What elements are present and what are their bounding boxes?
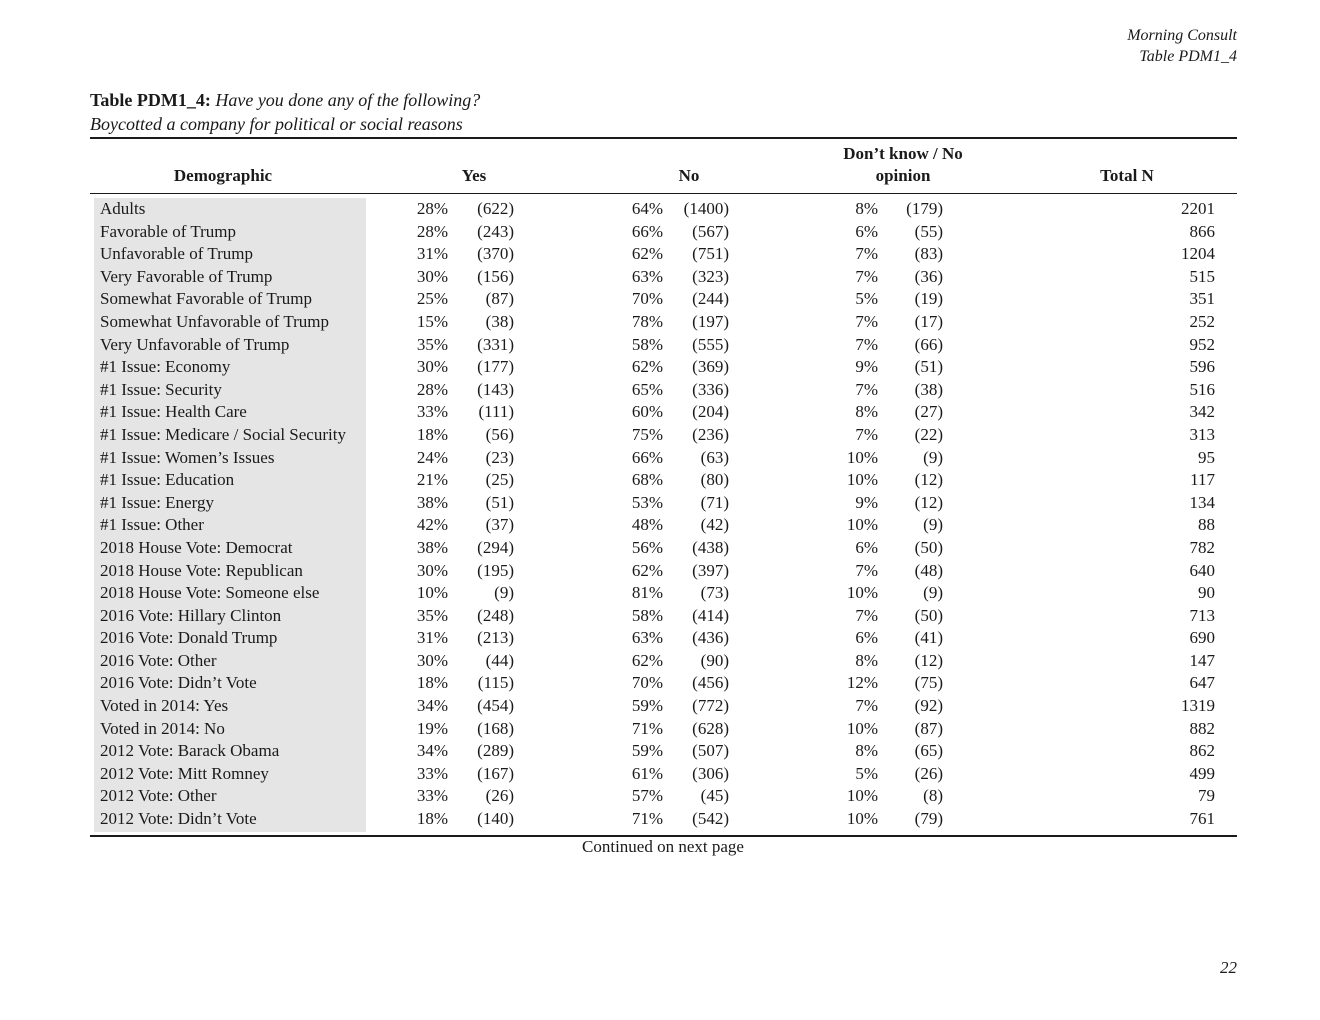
yes-count: (51) xyxy=(485,492,514,512)
dont-know-count: (19) xyxy=(914,289,943,309)
total-n: 313 xyxy=(1189,424,1215,444)
yes-count: (23) xyxy=(485,447,514,467)
table-row xyxy=(0,695,1320,718)
total-n: 647 xyxy=(1189,673,1215,693)
dont-know-count: (12) xyxy=(914,650,943,670)
dont-know-percent: 7% xyxy=(855,696,878,716)
total-n: 134 xyxy=(1189,492,1215,512)
table-row xyxy=(0,605,1320,628)
table-row xyxy=(0,808,1320,831)
header-table-ref: Table PDM1_4 xyxy=(1139,48,1237,65)
total-n: 640 xyxy=(1189,560,1215,580)
total-n: 690 xyxy=(1189,628,1215,648)
total-n: 1319 xyxy=(1181,696,1215,716)
dont-know-percent: 8% xyxy=(855,650,878,670)
row-label: 2016 Vote: Donald Trump xyxy=(100,628,278,648)
dont-know-count: (48) xyxy=(914,560,943,580)
no-percent: 64% xyxy=(631,199,663,218)
table-row xyxy=(0,221,1320,244)
dont-know-count: (83) xyxy=(914,244,943,264)
dont-know-percent: 10% xyxy=(846,786,878,806)
row-label: Somewhat Favorable of Trump xyxy=(100,289,313,309)
table-row xyxy=(0,243,1320,266)
dont-know-count: (179) xyxy=(906,199,943,218)
table-row xyxy=(0,627,1320,650)
dont-know-percent: 8% xyxy=(855,741,878,761)
total-n: 79 xyxy=(1198,786,1215,806)
dont-know-percent: 10% xyxy=(846,447,878,467)
yes-count: (9) xyxy=(494,583,514,603)
row-label: #1 Issue: Economy xyxy=(100,357,231,377)
no-count: (542) xyxy=(692,809,729,829)
table-row xyxy=(0,447,1320,470)
row-label: Voted in 2014: Yes xyxy=(100,696,229,716)
yes-count: (248) xyxy=(477,605,514,625)
dont-know-count: (26) xyxy=(914,763,943,783)
yes-count: (454) xyxy=(477,696,514,716)
yes-percent: 28% xyxy=(416,199,448,218)
table-top-rule xyxy=(90,137,1237,139)
dont-know-count: (65) xyxy=(914,741,943,761)
no-percent: 68% xyxy=(631,470,663,490)
dont-know-count: (12) xyxy=(914,492,943,512)
total-n: 88 xyxy=(1198,515,1215,535)
dont-know-count: (79) xyxy=(914,809,943,829)
yes-count: (289) xyxy=(477,741,514,761)
column-header-total: Total N xyxy=(1100,166,1154,185)
row-label: 2012 Vote: Didn’t Vote xyxy=(100,809,257,829)
no-percent: 59% xyxy=(631,696,663,716)
row-label: 2012 Vote: Barack Obama xyxy=(100,741,280,761)
total-n: 252 xyxy=(1189,311,1215,331)
total-n: 515 xyxy=(1189,266,1215,286)
yes-count: (177) xyxy=(477,357,514,377)
table-row xyxy=(0,718,1320,741)
yes-count: (37) xyxy=(485,515,514,535)
row-label: #1 Issue: Women’s Issues xyxy=(100,447,275,467)
dont-know-percent: 6% xyxy=(855,628,878,648)
no-count: (71) xyxy=(700,492,729,512)
table-row xyxy=(0,379,1320,402)
yes-percent: 18% xyxy=(416,673,448,693)
total-n: 516 xyxy=(1189,379,1215,399)
yes-percent: 38% xyxy=(416,492,448,512)
dont-know-percent: 7% xyxy=(855,334,878,354)
table-row xyxy=(0,740,1320,763)
dont-know-percent: 7% xyxy=(855,424,878,444)
table-row xyxy=(0,763,1320,786)
yes-percent: 33% xyxy=(416,786,448,806)
dont-know-percent: 8% xyxy=(855,402,878,422)
no-count: (1400) xyxy=(683,199,729,218)
yes-count: (111) xyxy=(478,402,514,422)
table-question: Have you done any of the following? xyxy=(215,90,481,110)
page-number: 22 xyxy=(1220,958,1237,977)
no-percent: 62% xyxy=(631,560,663,580)
no-count: (772) xyxy=(692,696,729,716)
table-row xyxy=(0,288,1320,311)
no-percent: 66% xyxy=(631,221,663,241)
total-n: 342 xyxy=(1189,402,1215,422)
yes-percent: 30% xyxy=(416,650,448,670)
yes-count: (26) xyxy=(485,786,514,806)
dont-know-count: (75) xyxy=(914,673,943,693)
row-label: #1 Issue: Energy xyxy=(100,492,214,512)
no-count: (306) xyxy=(692,763,729,783)
yes-count: (156) xyxy=(477,266,514,286)
row-label: 2016 Vote: Didn’t Vote xyxy=(100,673,257,693)
column-header-dont-know-line2: opinion xyxy=(875,166,931,185)
dont-know-percent: 6% xyxy=(855,221,878,241)
dont-know-count: (12) xyxy=(914,470,943,490)
table-row xyxy=(0,356,1320,379)
yes-percent: 30% xyxy=(416,560,448,580)
dont-know-count: (66) xyxy=(914,334,943,354)
total-n: 95 xyxy=(1198,447,1215,467)
dont-know-percent: 7% xyxy=(855,266,878,286)
total-n: 351 xyxy=(1189,289,1215,309)
no-percent: 60% xyxy=(631,402,663,422)
yes-percent: 35% xyxy=(416,605,448,625)
yes-percent: 30% xyxy=(416,266,448,286)
total-n: 90 xyxy=(1198,583,1215,603)
yes-count: (243) xyxy=(477,221,514,241)
yes-percent: 21% xyxy=(416,470,448,490)
yes-count: (331) xyxy=(477,334,514,354)
yes-percent: 10% xyxy=(416,583,448,603)
no-count: (456) xyxy=(692,673,729,693)
no-count: (244) xyxy=(692,289,729,309)
yes-percent: 35% xyxy=(416,334,448,354)
row-label: Favorable of Trump xyxy=(100,221,236,241)
yes-count: (38) xyxy=(485,311,514,331)
no-count: (628) xyxy=(692,718,729,738)
no-percent: 62% xyxy=(631,244,663,264)
yes-percent: 33% xyxy=(416,402,448,422)
yes-count: (195) xyxy=(477,560,514,580)
continued-note: Continued on next page xyxy=(582,837,744,856)
dont-know-percent: 7% xyxy=(855,560,878,580)
no-percent: 66% xyxy=(631,447,663,467)
no-count: (42) xyxy=(700,515,729,535)
yes-percent: 24% xyxy=(416,447,448,467)
header-source: Morning Consult xyxy=(1127,27,1237,44)
dont-know-count: (51) xyxy=(914,357,943,377)
dont-know-percent: 8% xyxy=(855,199,878,218)
no-count: (369) xyxy=(692,357,729,377)
no-percent: 58% xyxy=(631,334,663,354)
page-header xyxy=(1127,25,1237,67)
column-header-demographic: Demographic xyxy=(173,166,273,185)
header-rule xyxy=(90,193,1237,194)
no-percent: 53% xyxy=(631,492,663,512)
no-percent: 59% xyxy=(631,741,663,761)
row-label: #1 Issue: Security xyxy=(100,379,222,399)
dont-know-count: (38) xyxy=(914,379,943,399)
table-title xyxy=(90,88,480,136)
no-percent: 63% xyxy=(631,266,663,286)
dont-know-count: (50) xyxy=(914,605,943,625)
dont-know-count: (9) xyxy=(923,515,943,535)
no-percent: 65% xyxy=(631,379,663,399)
no-percent: 57% xyxy=(631,786,663,806)
row-label: 2016 Vote: Other xyxy=(100,650,217,670)
yes-percent: 31% xyxy=(416,244,448,264)
no-percent: 48% xyxy=(631,515,663,535)
no-percent: 62% xyxy=(631,650,663,670)
yes-count: (213) xyxy=(477,628,514,648)
yes-count: (44) xyxy=(485,650,514,670)
yes-count: (294) xyxy=(477,537,514,557)
row-label: 2016 Vote: Hillary Clinton xyxy=(100,605,282,625)
table-row xyxy=(0,311,1320,334)
dont-know-count: (8) xyxy=(923,786,943,806)
table-row xyxy=(0,469,1320,492)
total-n: 1204 xyxy=(1181,244,1215,264)
yes-percent: 33% xyxy=(416,763,448,783)
no-count: (751) xyxy=(692,244,729,264)
total-n: 147 xyxy=(1189,650,1215,670)
total-n: 596 xyxy=(1189,357,1215,377)
no-count: (63) xyxy=(700,447,729,467)
table-row xyxy=(0,537,1320,560)
dont-know-count: (50) xyxy=(914,537,943,557)
yes-percent: 18% xyxy=(416,424,448,444)
no-count: (397) xyxy=(692,560,729,580)
row-label: 2018 House Vote: Democrat xyxy=(100,537,293,557)
dont-know-percent: 5% xyxy=(855,289,878,309)
yes-count: (622) xyxy=(477,199,514,218)
total-n: 713 xyxy=(1189,605,1215,625)
column-header-no: No xyxy=(678,166,700,185)
dont-know-percent: 9% xyxy=(855,492,878,512)
table-row xyxy=(0,424,1320,447)
table-row xyxy=(0,266,1320,289)
yes-percent: 18% xyxy=(416,809,448,829)
no-count: (90) xyxy=(700,650,729,670)
dont-know-percent: 7% xyxy=(855,311,878,331)
dont-know-percent: 10% xyxy=(846,809,878,829)
dont-know-percent: 7% xyxy=(855,379,878,399)
dont-know-percent: 6% xyxy=(855,537,878,557)
no-count: (414) xyxy=(692,605,729,625)
dont-know-percent: 12% xyxy=(846,673,878,693)
no-count: (204) xyxy=(692,402,729,422)
yes-count: (143) xyxy=(477,379,514,399)
no-percent: 78% xyxy=(631,311,663,331)
no-count: (438) xyxy=(692,537,729,557)
no-percent: 62% xyxy=(631,357,663,377)
dont-know-percent: 5% xyxy=(855,763,878,783)
no-percent: 71% xyxy=(631,809,663,829)
yes-percent: 28% xyxy=(416,221,448,241)
no-percent: 70% xyxy=(631,673,663,693)
dont-know-count: (41) xyxy=(914,628,943,648)
no-count: (197) xyxy=(692,311,729,331)
table-row xyxy=(0,672,1320,695)
total-n: 866 xyxy=(1189,221,1215,241)
row-label: 2018 House Vote: Someone else xyxy=(100,583,320,603)
row-label: Voted in 2014: No xyxy=(100,718,225,738)
total-n: 2201 xyxy=(1181,199,1215,218)
yes-count: (87) xyxy=(485,289,514,309)
yes-count: (25) xyxy=(485,470,514,490)
no-count: (567) xyxy=(692,221,729,241)
row-label: Very Favorable of Trump xyxy=(100,266,273,286)
total-n: 499 xyxy=(1189,763,1215,783)
dont-know-count: (9) xyxy=(923,447,943,467)
no-percent: 71% xyxy=(631,718,663,738)
total-n: 761 xyxy=(1189,809,1215,829)
yes-percent: 25% xyxy=(416,289,448,309)
total-n: 117 xyxy=(1190,470,1215,490)
dont-know-percent: 9% xyxy=(855,357,878,377)
dont-know-percent: 10% xyxy=(846,470,878,490)
table-row xyxy=(0,401,1320,424)
table-row xyxy=(0,650,1320,673)
yes-count: (56) xyxy=(485,424,514,444)
no-count: (555) xyxy=(692,334,729,354)
no-count: (336) xyxy=(692,379,729,399)
dont-know-count: (9) xyxy=(923,583,943,603)
no-percent: 56% xyxy=(631,537,663,557)
dont-know-count: (27) xyxy=(914,402,943,422)
yes-count: (370) xyxy=(477,244,514,264)
no-count: (45) xyxy=(700,786,729,806)
no-percent: 81% xyxy=(631,583,663,603)
no-count: (80) xyxy=(700,470,729,490)
yes-count: (115) xyxy=(477,673,514,693)
yes-count: (167) xyxy=(477,763,514,783)
table-row xyxy=(0,560,1320,583)
total-n: 952 xyxy=(1189,334,1215,354)
dont-know-percent: 10% xyxy=(846,515,878,535)
row-label: #1 Issue: Education xyxy=(100,470,235,490)
table-row xyxy=(0,514,1320,537)
no-percent: 75% xyxy=(631,424,663,444)
table-body xyxy=(0,198,1320,831)
dont-know-percent: 7% xyxy=(855,605,878,625)
dont-know-percent: 10% xyxy=(846,718,878,738)
column-header-dont-know xyxy=(803,143,1003,187)
row-label: Somewhat Unfavorable of Trump xyxy=(100,311,330,331)
row-label: Unfavorable of Trump xyxy=(100,244,253,264)
column-header-yes: Yes xyxy=(461,166,487,185)
yes-percent: 19% xyxy=(416,718,448,738)
table-row xyxy=(0,334,1320,357)
yes-percent: 28% xyxy=(416,379,448,399)
row-label: #1 Issue: Other xyxy=(100,515,204,535)
column-header-dont-know-line1: Don’t know / No xyxy=(843,144,963,163)
table-row xyxy=(0,198,1320,221)
row-label: 2012 Vote: Mitt Romney xyxy=(100,763,269,783)
no-count: (436) xyxy=(692,628,729,648)
row-label: #1 Issue: Health Care xyxy=(100,402,247,422)
total-n: 882 xyxy=(1189,718,1215,738)
dont-know-count: (17) xyxy=(914,311,943,331)
row-label: 2018 House Vote: Republican xyxy=(100,560,303,580)
yes-count: (140) xyxy=(477,809,514,829)
dont-know-count: (55) xyxy=(914,221,943,241)
yes-percent: 42% xyxy=(416,515,448,535)
yes-count: (168) xyxy=(477,718,514,738)
dont-know-percent: 7% xyxy=(855,244,878,264)
dont-know-count: (92) xyxy=(914,696,943,716)
yes-percent: 31% xyxy=(416,628,448,648)
yes-percent: 34% xyxy=(416,696,448,716)
no-count: (236) xyxy=(692,424,729,444)
no-percent: 63% xyxy=(631,628,663,648)
dont-know-percent: 10% xyxy=(846,583,878,603)
dont-know-count: (36) xyxy=(914,266,943,286)
no-count: (323) xyxy=(692,266,729,286)
table-row xyxy=(0,492,1320,515)
row-label: 2012 Vote: Other xyxy=(100,786,217,806)
no-percent: 58% xyxy=(631,605,663,625)
yes-percent: 15% xyxy=(416,311,448,331)
table-title-label: Table PDM1_4: xyxy=(90,90,211,110)
row-label: #1 Issue: Medicare / Social Security xyxy=(100,424,346,444)
total-n: 862 xyxy=(1189,741,1215,761)
no-count: (73) xyxy=(700,583,729,603)
yes-percent: 34% xyxy=(416,741,448,761)
no-percent: 70% xyxy=(631,289,663,309)
no-percent: 61% xyxy=(631,763,663,783)
table-row xyxy=(0,785,1320,808)
row-label: Very Unfavorable of Trump xyxy=(100,334,290,354)
dont-know-count: (22) xyxy=(914,424,943,444)
row-label: Adults xyxy=(100,199,146,218)
yes-percent: 30% xyxy=(416,357,448,377)
table-row xyxy=(0,582,1320,605)
total-n: 782 xyxy=(1189,537,1215,557)
dont-know-count: (87) xyxy=(914,718,943,738)
no-count: (507) xyxy=(692,741,729,761)
yes-percent: 38% xyxy=(416,537,448,557)
table-subtitle: Boycotted a company for political or social reasons xyxy=(90,114,463,134)
